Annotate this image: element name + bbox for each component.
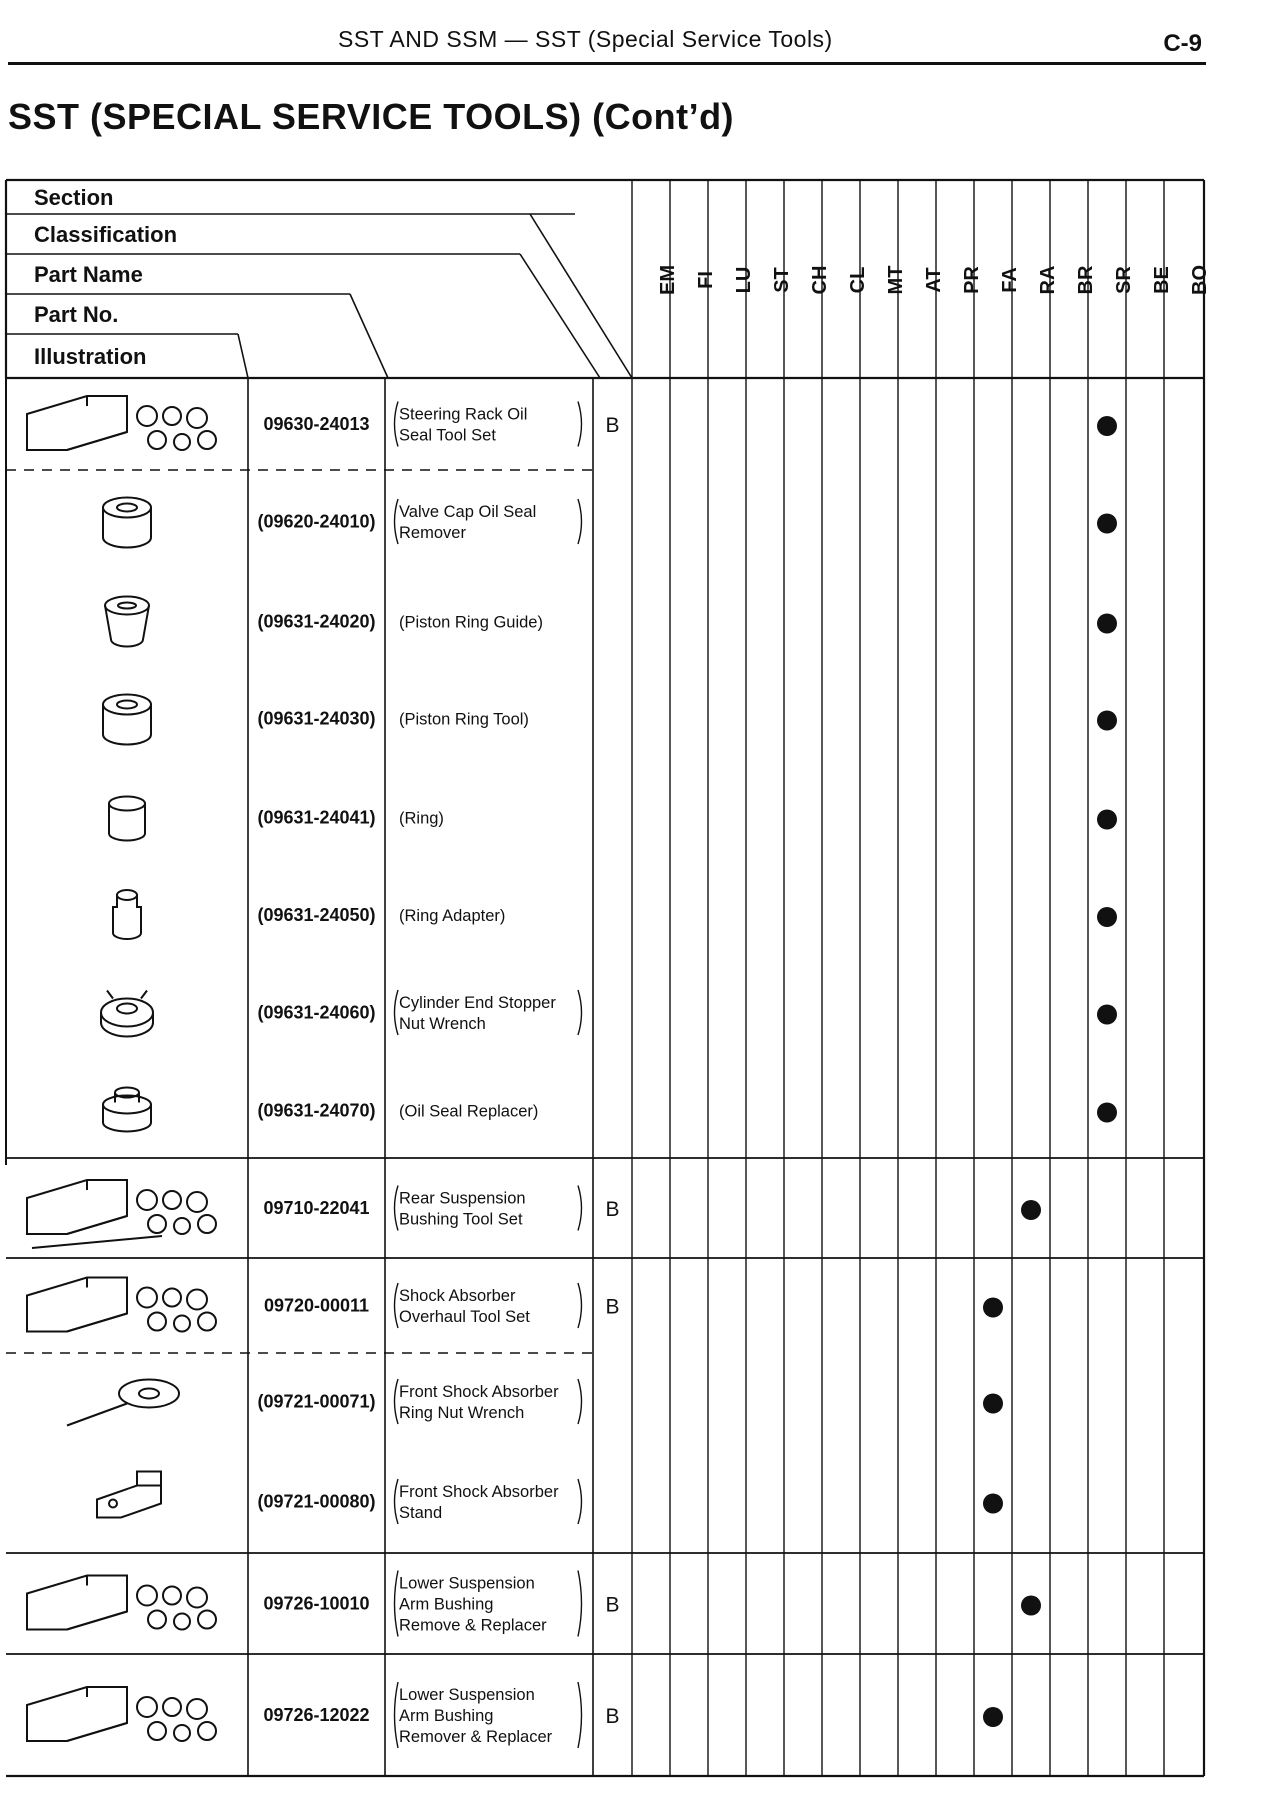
part-name-line: Remover bbox=[399, 524, 466, 542]
part-name-line: Rear Suspension bbox=[399, 1189, 526, 1208]
shock-absorber-tool-set-icon bbox=[27, 1278, 216, 1332]
part-number: 09630-24013 bbox=[263, 414, 370, 434]
ring-icon bbox=[109, 797, 145, 841]
section-code-bo: BO bbox=[1189, 265, 1211, 295]
applicable-section-dot bbox=[983, 1707, 1003, 1727]
arm-bushing-tool-icon bbox=[27, 1576, 216, 1630]
part-name-line: Remove & Replacer bbox=[399, 1616, 547, 1635]
name-bracket bbox=[578, 1682, 582, 1748]
name-bracket bbox=[395, 1682, 399, 1748]
table-row bbox=[103, 498, 1117, 548]
applicable-section-dot bbox=[1097, 1103, 1117, 1123]
applicable-section-dot bbox=[1097, 514, 1117, 534]
section-code-cl: CL bbox=[847, 266, 869, 294]
name-bracket bbox=[395, 402, 399, 447]
part-number: 09710-22041 bbox=[263, 1198, 370, 1218]
applicable-section-dot bbox=[1097, 810, 1117, 830]
part-name-line: Ring Nut Wrench bbox=[399, 1404, 525, 1422]
part-number: 09726-12022 bbox=[263, 1705, 370, 1725]
ring-adapter-icon bbox=[113, 890, 141, 939]
name-bracket bbox=[395, 1571, 399, 1637]
classification-mark: B bbox=[605, 1295, 620, 1319]
absorber-stand-icon bbox=[97, 1472, 161, 1518]
applicable-section-dot bbox=[1097, 614, 1117, 634]
section-code-mt: MT bbox=[885, 265, 907, 295]
header-label-classification: Classification bbox=[34, 222, 178, 247]
part-number: 09720-00011 bbox=[263, 1295, 370, 1316]
section-code-fa: FA bbox=[999, 267, 1021, 293]
ring-nut-wrench-icon bbox=[67, 1380, 179, 1426]
name-bracket bbox=[395, 1283, 399, 1328]
part-number: (09620-24010) bbox=[257, 511, 376, 532]
applicable-section-dot bbox=[983, 1298, 1003, 1318]
name-bracket bbox=[578, 402, 582, 447]
part-name-line: Seal Tool Set bbox=[399, 426, 496, 445]
name-bracket bbox=[578, 1379, 582, 1424]
piston-ring-guide-icon bbox=[105, 597, 149, 647]
section-code-st: ST bbox=[771, 267, 793, 293]
name-bracket bbox=[578, 1479, 582, 1524]
part-name-line: Steering Rack Oil bbox=[399, 405, 528, 424]
name-bracket bbox=[395, 1379, 399, 1424]
name-bracket bbox=[578, 1283, 582, 1328]
table-row bbox=[27, 1180, 1041, 1248]
header-label-part-name: Part Name bbox=[34, 262, 143, 287]
applicable-section-dot bbox=[1097, 416, 1117, 436]
table-row bbox=[103, 1088, 1117, 1132]
header-diagonal bbox=[530, 214, 632, 378]
oil-seal-replacer-icon bbox=[103, 1088, 151, 1132]
applicable-section-dot bbox=[1021, 1596, 1041, 1616]
oil-seal-remover-icon bbox=[103, 498, 151, 548]
part-name-line: Arm Bushing bbox=[399, 1707, 494, 1725]
applicable-section-dot bbox=[1097, 1005, 1117, 1025]
part-name-line: Front Shock Absorber bbox=[399, 1483, 559, 1501]
section-code-pr: PR bbox=[961, 266, 983, 294]
part-name-line: Front Shock Absorber bbox=[399, 1383, 559, 1401]
part-name-line: Arm Bushing bbox=[399, 1595, 494, 1614]
bushing-tool-set-icon bbox=[27, 1180, 216, 1248]
header-diagonal bbox=[350, 294, 388, 378]
name-bracket bbox=[395, 990, 399, 1035]
part-number: 09726-10010 bbox=[263, 1593, 370, 1614]
applicable-section-dot bbox=[1021, 1200, 1041, 1220]
part-name-line: Shock Absorber bbox=[399, 1287, 516, 1305]
part-number: (09631-24030) bbox=[257, 708, 376, 729]
header-diagonal bbox=[238, 334, 248, 378]
section-code-fi: FI bbox=[695, 271, 717, 289]
part-name-line: (Ring Adapter) bbox=[399, 907, 506, 925]
section-code-sr: SR bbox=[1113, 266, 1135, 294]
part-name-line: (Piston Ring Guide) bbox=[399, 613, 543, 632]
running-title: SST AND SSM — SST (Special Service Tools) bbox=[338, 26, 833, 52]
name-bracket bbox=[578, 499, 582, 544]
section-code-at: AT bbox=[923, 267, 945, 293]
name-bracket bbox=[578, 1186, 582, 1231]
applicable-section-dot bbox=[983, 1494, 1003, 1514]
section-code-be: BE bbox=[1151, 266, 1173, 294]
arm-bushing-tool-icon bbox=[27, 1687, 216, 1741]
part-number: (09631-24070) bbox=[257, 1100, 376, 1121]
part-name-line: Overhaul Tool Set bbox=[399, 1308, 530, 1326]
part-name-line: Remover & Replacer bbox=[399, 1728, 553, 1746]
part-name-line: (Ring) bbox=[399, 809, 444, 828]
page-title: SST (SPECIAL SERVICE TOOLS) (Cont’d) bbox=[8, 96, 735, 137]
table-row bbox=[101, 990, 1117, 1037]
section-code-br: BR bbox=[1075, 265, 1097, 295]
tool-set-case-icon bbox=[27, 396, 216, 450]
piston-ring-tool-icon bbox=[103, 695, 151, 745]
part-number: (09631-24050) bbox=[257, 905, 376, 925]
section-code-ra: RA bbox=[1037, 265, 1059, 295]
applicable-section-dot bbox=[1097, 711, 1117, 731]
name-bracket bbox=[395, 499, 399, 544]
header-label-part-no: Part No. bbox=[34, 302, 119, 327]
part-number: (09631-24020) bbox=[257, 611, 376, 632]
part-number: (09631-24041) bbox=[257, 807, 376, 828]
classification-mark: B bbox=[605, 1705, 620, 1728]
name-bracket bbox=[578, 1571, 582, 1637]
part-name-line: Lower Suspension bbox=[399, 1574, 535, 1593]
part-name-line: Lower Suspension bbox=[399, 1686, 535, 1704]
table-row bbox=[27, 396, 1117, 450]
header-label-section: Section bbox=[34, 185, 114, 210]
part-name-line: (Oil Seal Replacer) bbox=[399, 1102, 539, 1121]
part-name-line: Cylinder End Stopper bbox=[399, 994, 556, 1012]
part-name-line: Bushing Tool Set bbox=[399, 1210, 523, 1229]
part-name-line: (Piston Ring Tool) bbox=[399, 710, 529, 729]
section-code-em: EM bbox=[657, 265, 679, 295]
nut-wrench-icon bbox=[101, 991, 153, 1037]
header-diagonal bbox=[520, 254, 600, 378]
name-bracket bbox=[395, 1479, 399, 1524]
classification-mark: B bbox=[605, 414, 620, 437]
part-name-line: Valve Cap Oil Seal bbox=[399, 503, 537, 521]
section-code-lu: LU bbox=[733, 266, 755, 294]
applicable-section-dot bbox=[983, 1394, 1003, 1414]
part-number: (09721-00071) bbox=[257, 1391, 376, 1412]
section-code-ch: CH bbox=[809, 265, 831, 295]
classification-mark: B bbox=[605, 1593, 620, 1617]
part-number: (09631-24060) bbox=[257, 1002, 376, 1023]
name-bracket bbox=[395, 1186, 399, 1231]
table-row bbox=[103, 695, 1117, 745]
part-number: (09721-00080) bbox=[257, 1491, 376, 1512]
name-bracket bbox=[578, 990, 582, 1035]
classification-mark: B bbox=[605, 1198, 620, 1221]
part-name-line: Stand bbox=[399, 1504, 443, 1522]
page-number: C-9 bbox=[1163, 30, 1202, 57]
applicable-section-dot bbox=[1097, 907, 1117, 927]
header-label-illustration: Illustration bbox=[34, 344, 147, 369]
part-name-line: Nut Wrench bbox=[399, 1015, 486, 1033]
